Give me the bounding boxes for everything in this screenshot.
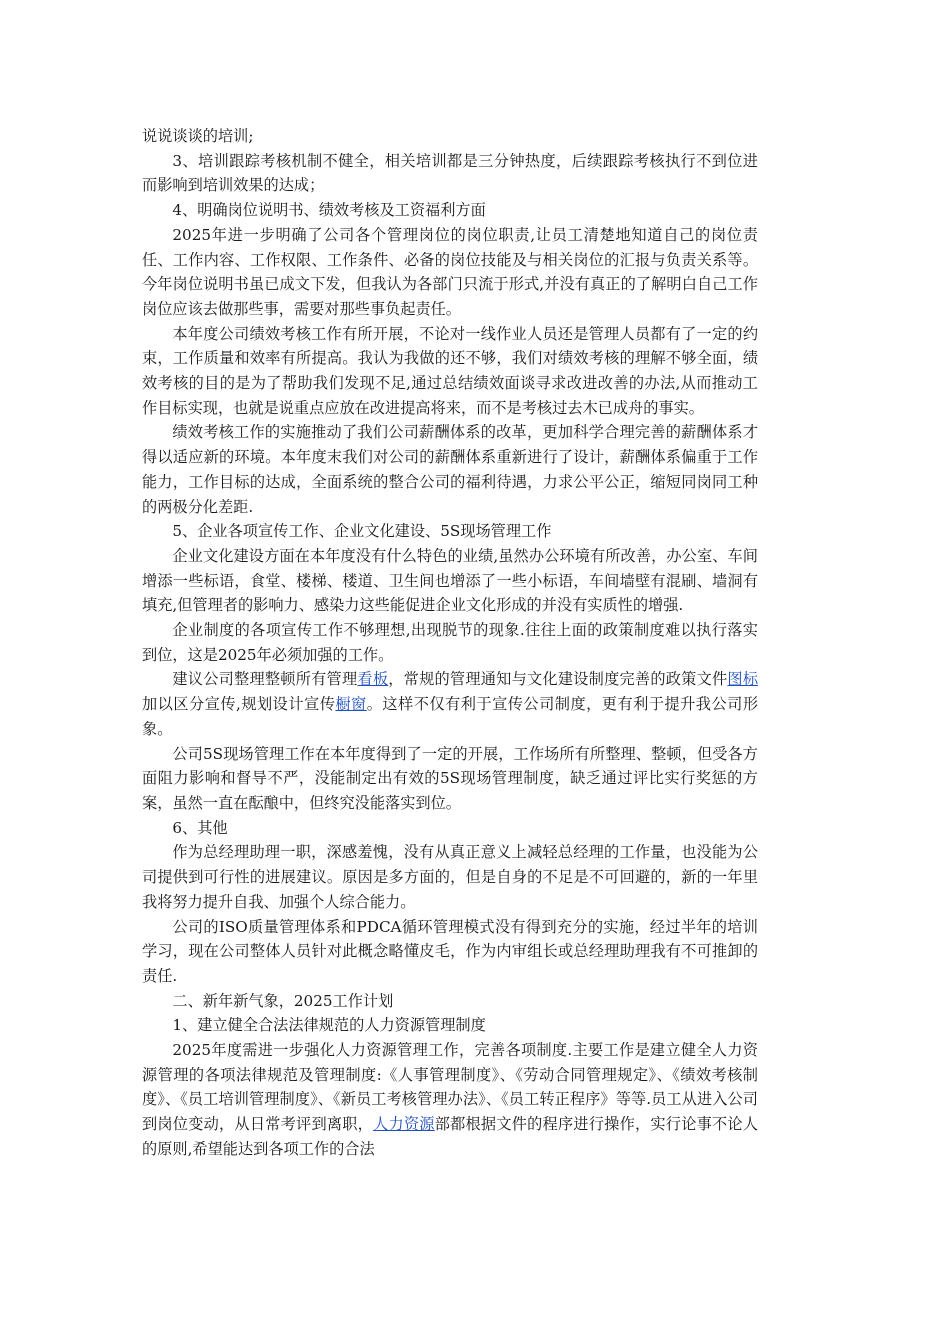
paragraph <box>142 618 758 667</box>
paragraph <box>142 519 758 544</box>
paragraph-text: 2025年进一步明确了公司各个管理岗位的岗位职责,让员工清楚地知道自己的岗位责任、工作内容、工作权限、工作条件、必备的岗位技能及与相关岗位的汇报与负责关系等。今年岗位说明书虽已成文下发，但我认为各部门只流于形式,并没有真正的了解明白自己工作岗位应该去做那些事，需要对那些事负起责任。 <box>142 225 758 318</box>
inline-link[interactable]: 图标 <box>727 670 759 689</box>
paragraph <box>142 322 758 421</box>
inline-link[interactable]: 橱窗 <box>335 695 367 714</box>
paragraph <box>142 544 758 618</box>
paragraph-text: 2025年度需进一步强化人力资源管理工作，完善各项制度.主要工作是建立健全人力资源管理的各项法律规范及管理制度:《人事管理制度》、《劳动合同管理规定》、《绩效考核制度》、《员工培训管理制度》、《新员工考核管理办法》、《员工转正程序》等等.员工从进入公司到岗位变动，从日常考评到离职， <box>142 1041 758 1134</box>
paragraph <box>142 124 758 149</box>
paragraph <box>142 915 758 989</box>
document-body <box>142 124 758 1162</box>
paragraph-text: 加以区分宣传,规划设计宣传 <box>142 695 336 714</box>
paragraph-text: 公司的ISO质量管理体系和PDCA循环管理模式没有得到充分的实施，经过半年的培训学习，现在公司整体人员针对此概念略懂皮毛，作为内审组长或总经理助理我有不可推卸的责任. <box>142 917 758 985</box>
inline-link[interactable]: 看板 <box>357 670 389 689</box>
paragraph-text: 公司5S现场管理工作在本年度得到了一定的开展，工作场所有所整理、整顿，但受各方面阻力影响和督导不严，没能制定出有效的5S现场管理制度，缺乏通过评比实行奖惩的方案，虽然一直在酝酿中，但终究没能落实到位。 <box>142 744 758 812</box>
paragraph-text: 本年度公司绩效考核工作有所开展，不论对一线作业人员还是管理人员都有了一定的约束，工作质量和效率有所提高。我认为我做的还不够，我们对绩效考核的理解不够全面，绩效考核的目的是为了帮助我们发现不足,通过总结绩效面谈寻求改进改善的办法,从而推动工作目标实现，也就是说重点应放在改进提高将来，而不是考核过去木已成舟的事实。 <box>142 324 758 417</box>
paragraph <box>142 989 758 1014</box>
paragraph-text: 。这样不仅有利于宣传公司制度，更有利于提升我公司形象。 <box>142 695 759 738</box>
paragraph-text: 6、其他 <box>172 818 228 837</box>
paragraph-text: 说说谈谈的培训; <box>142 127 254 145</box>
paragraph <box>142 667 758 741</box>
paragraph-text: 企业文化建设方面在本年度没有什么特色的业绩,虽然办公环境有所改善，办公室、车间增添一些标语，食堂、楼梯、楼道、卫生间也增添了一些小标语，车间墙壁有混刷、墙洞有填充,但管理者的影响力、感染力这些能促进企业文化形成的并没有实质性的增强. <box>142 546 758 615</box>
paragraph-text: ，常规的管理通知与文化建设制度完善的政策文件 <box>388 670 728 689</box>
paragraph-text: 5、企业各项宣传工作、企业文化建设、5S现场管理工作 <box>172 522 552 541</box>
paragraph <box>142 223 758 322</box>
paragraph <box>142 1038 758 1162</box>
paragraph-text: 作为总经理助理一职，深感羞愧，没有从真正意义上减轻总经理的工作量，也没能为公司提供到可行性的进展建议。原因是多方面的，但是自身的不足是不可回避的，新的一年里我将努力提升自我、加强个人综合能力。 <box>142 843 758 911</box>
paragraph-text: 二、新年新气象，2025工作计划 <box>172 991 394 1010</box>
paragraph <box>142 198 758 223</box>
paragraph-text: 4、明确岗位说明书、绩效考核及工资福利方面 <box>172 201 486 220</box>
paragraph-text: 部都根据文件的程序进行操作，实行论事不论人的原则,希望能达到各项工作的合法 <box>142 1115 759 1158</box>
paragraph-text: 建议公司整理整顿所有管理 <box>172 670 358 689</box>
paragraph-text: 绩效考核工作的实施推动了我们公司薪酬体系的改革，更加科学合理完善的薪酬体系才得以适应新的环境。本年度末我们对公司的薪酬体系重新进行了设计，薪酬体系偏重于工作能力，工作目标的达成，全面系统的整合公司的福利待遇，力求公平公正，缩短同岗同工种的两极分化差距. <box>142 423 758 516</box>
paragraph-text: 3、培训跟踪考核机制不健全，相关培训都是三分钟热度，后续跟踪考核执行不到位进而影响到培训效果的达成； <box>142 151 758 195</box>
inline-link[interactable]: 人力资源 <box>373 1115 435 1134</box>
paragraph-text: 企业制度的各项宣传工作不够理想,出现脱节的现象.往往上面的政策制度难以执行落实到位，这是2025年必须加强的工作。 <box>142 621 758 664</box>
paragraph <box>142 840 758 914</box>
paragraph <box>142 1013 758 1038</box>
paragraph <box>142 742 758 816</box>
paragraph <box>142 816 758 841</box>
paragraph-text: 1、建立健全合法法律规范的人力资源管理制度 <box>172 1016 486 1035</box>
paragraph <box>142 149 758 198</box>
paragraph <box>142 420 758 519</box>
